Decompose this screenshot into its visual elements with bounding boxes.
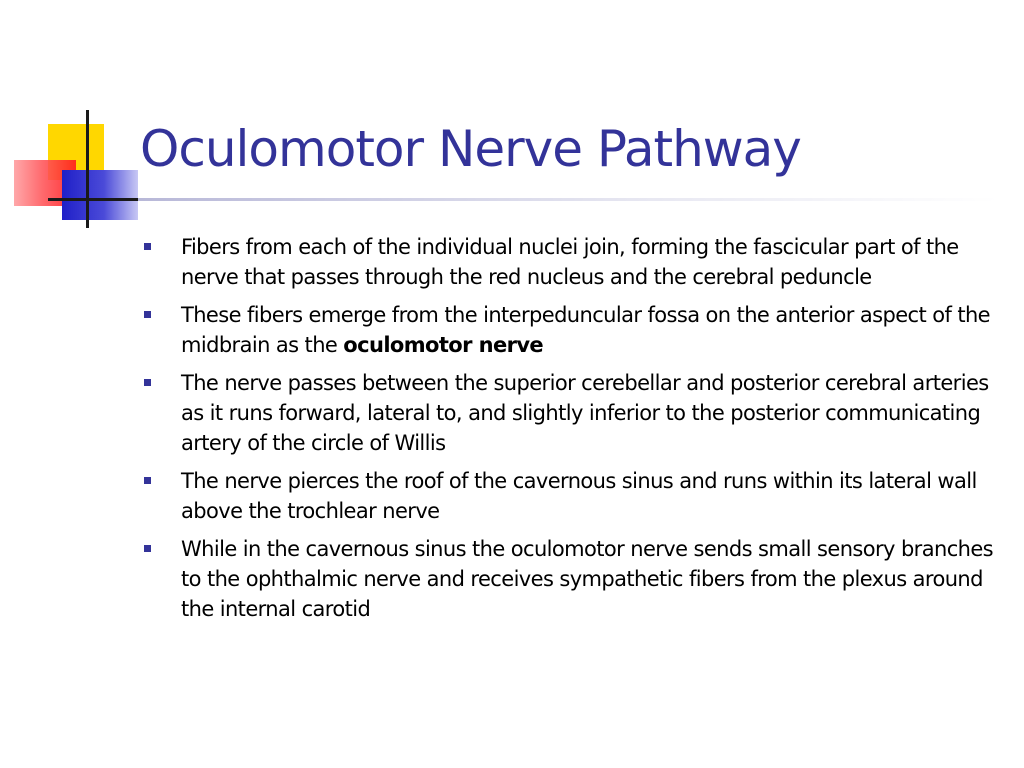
bullet-bold-term: oculomotor nerve bbox=[343, 333, 544, 357]
bullet-text: These fibers emerge from the interpeduncular fossa on the anterior aspect of the midbrain as the bbox=[181, 303, 990, 357]
bullet-item-cavernous bbox=[140, 534, 1000, 624]
bullet-square-icon bbox=[144, 477, 151, 484]
logo-vertical-line bbox=[86, 110, 89, 228]
bullet-text: The nerve passes between the superior cerebellar and posterior cerebral arteries as it runs forward, lateral to, and slightly inferior to the posterior communicating artery of the circle of Willis bbox=[181, 371, 989, 455]
bullet-text: Fibers from each of the individual nuclei join, forming the fascicular part of the nerve that passes through the red nucleus and the cerebral peduncle bbox=[181, 235, 959, 289]
logo-horizontal-line bbox=[48, 198, 140, 201]
bullet-item-passes bbox=[140, 368, 1000, 458]
bullet-square-icon bbox=[144, 379, 151, 386]
bullet-item-emerge bbox=[140, 300, 1000, 360]
bullet-square-icon bbox=[144, 243, 151, 250]
bullet-text: While in the cavernous sinus the oculomotor nerve sends small sensory branches to the ophthalmic nerve and receives sympathetic fibers from the plexus around the internal carotid bbox=[181, 537, 994, 621]
bullet-square-icon bbox=[144, 545, 151, 552]
bullet-item-fibers bbox=[140, 232, 1000, 292]
bullet-text: The nerve pierces the roof of the cavernous sinus and runs within its lateral wall above the trochlear nerve bbox=[181, 469, 977, 523]
bullet-square-icon bbox=[144, 311, 151, 318]
logo-blue-square bbox=[62, 170, 138, 220]
decorative-logo bbox=[0, 0, 140, 240]
title-underline bbox=[138, 198, 998, 201]
bullet-list bbox=[140, 232, 1000, 632]
slide-title: Oculomotor Nerve Pathway bbox=[140, 120, 801, 178]
bullet-item-pierces bbox=[140, 466, 1000, 526]
